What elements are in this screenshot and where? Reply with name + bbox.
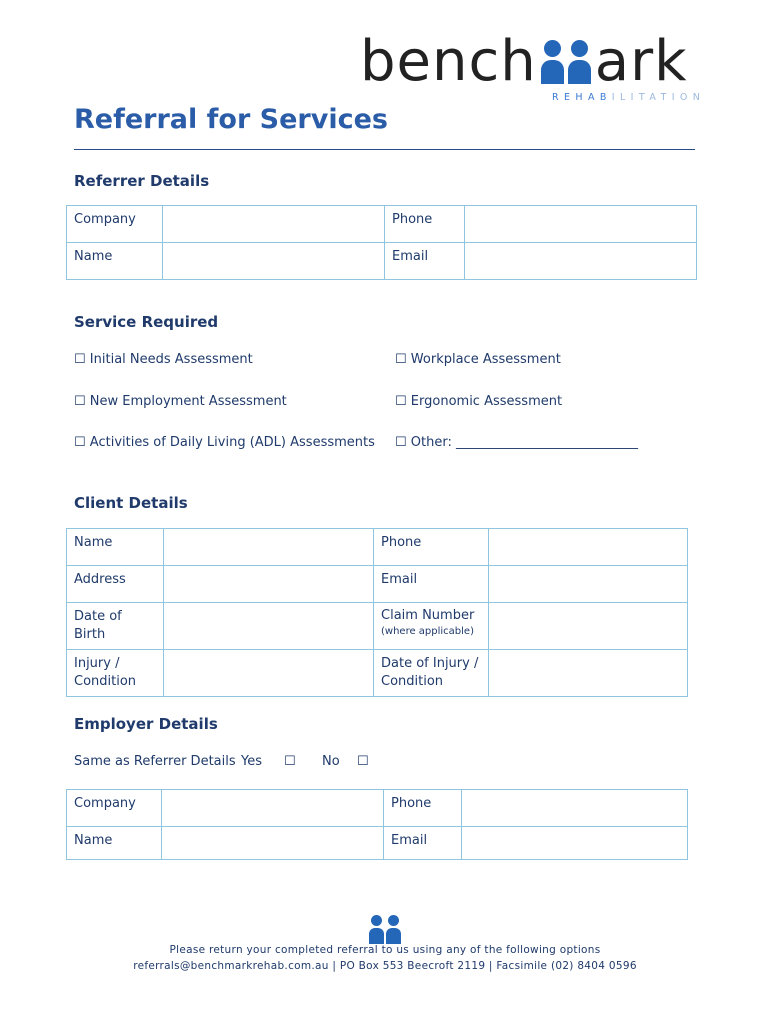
- option-adl[interactable]: [74, 435, 375, 450]
- logo-subtitle-rest: ILITATION: [611, 92, 706, 103]
- employer-details-table: [66, 789, 688, 860]
- client-details-table: [66, 528, 688, 697]
- claim-note-text: (where applicable): [381, 626, 474, 637]
- checkbox-icon[interactable]: ☐: [395, 352, 407, 367]
- employer-phone-field[interactable]: [462, 790, 688, 827]
- option-new-employment[interactable]: [74, 394, 287, 409]
- client-phone-label: Phone: [374, 529, 489, 566]
- referrer-email-label: Email: [385, 243, 465, 280]
- option-label: Activities of Daily Living (ADL) Assessments: [89, 435, 375, 450]
- yes-checkbox-icon[interactable]: [284, 754, 296, 769]
- employer-details-heading: Employer Details: [74, 715, 218, 733]
- client-doi-field[interactable]: [489, 650, 688, 697]
- logo-subtitle-highlight: REHAB: [552, 92, 612, 103]
- client-claim-label: [374, 603, 489, 650]
- same-yes-option[interactable]: [241, 754, 262, 769]
- yes-label: Yes: [241, 754, 262, 769]
- checkbox-icon[interactable]: ☐: [74, 352, 86, 367]
- option-ergonomic[interactable]: [395, 394, 562, 409]
- referrer-details-table: [66, 205, 697, 280]
- checkbox-icon[interactable]: ☐: [284, 754, 296, 769]
- option-label: Ergonomic Assessment: [410, 394, 563, 409]
- same-as-referrer-label: Same as Referrer Details: [74, 754, 236, 769]
- checkbox-icon[interactable]: ☐: [357, 754, 369, 769]
- logo-subtitle: [552, 92, 705, 103]
- two-people-icon: [537, 36, 595, 84]
- checkbox-icon[interactable]: ☐: [395, 435, 407, 450]
- option-label: New Employment Assessment: [89, 394, 287, 409]
- employer-name-label: Name: [67, 827, 162, 860]
- checkbox-icon[interactable]: ☐: [74, 394, 86, 409]
- referrer-company-label: Company: [67, 206, 163, 243]
- no-label: No: [322, 754, 340, 769]
- option-label: Workplace Assessment: [410, 352, 561, 367]
- injury-label-line2: Condition: [74, 674, 137, 689]
- brand-logo: [360, 29, 688, 94]
- footer-instructions: Please return your completed referral to us using any of the following options: [169, 944, 601, 956]
- option-label: Initial Needs Assessment: [89, 352, 253, 367]
- referrer-name-field[interactable]: [163, 243, 385, 280]
- referrer-email-field[interactable]: [465, 243, 697, 280]
- same-no-option[interactable]: [322, 754, 340, 769]
- employer-company-field[interactable]: [162, 790, 384, 827]
- checkbox-icon[interactable]: ☐: [395, 394, 407, 409]
- referrer-phone-field[interactable]: [465, 206, 697, 243]
- option-other[interactable]: [395, 435, 638, 450]
- client-email-label: Email: [374, 566, 489, 603]
- client-address-label: Address: [67, 566, 164, 603]
- client-injury-label: [67, 650, 164, 697]
- title-divider: [74, 149, 695, 150]
- footer-contact: referrals@benchmarkrehab.com.au | PO Box 553 Beecroft 2119 | Facsimile (02) 8404 0596: [133, 960, 637, 972]
- logo-text-end: ark: [594, 29, 688, 94]
- injury-label-line1: Injury /: [74, 656, 120, 671]
- claim-number-text: Claim Number: [381, 608, 475, 623]
- client-phone-field[interactable]: [489, 529, 688, 566]
- client-name-field[interactable]: [164, 529, 374, 566]
- doi-label-line1: Date of Injury /: [381, 656, 479, 671]
- referrer-details-heading: Referrer Details: [74, 172, 210, 190]
- doi-label-line2: Condition: [381, 674, 444, 689]
- service-required-heading: Service Required: [74, 313, 219, 331]
- footer-people-icon: [368, 914, 404, 944]
- client-email-field[interactable]: [489, 566, 688, 603]
- employer-email-field[interactable]: [462, 827, 688, 860]
- client-dob-field[interactable]: [164, 603, 374, 650]
- client-details-heading: Client Details: [74, 494, 188, 512]
- checkbox-icon[interactable]: ☐: [74, 435, 86, 450]
- referrer-name-label: Name: [67, 243, 163, 280]
- client-injury-field[interactable]: [164, 650, 374, 697]
- page-title: Referral for Services: [74, 104, 388, 135]
- client-dob-label: Date of Birth: [67, 603, 164, 650]
- option-initial-needs[interactable]: [74, 352, 253, 367]
- referrer-company-field[interactable]: [163, 206, 385, 243]
- client-claim-field[interactable]: [489, 603, 688, 650]
- employer-company-label: Company: [67, 790, 162, 827]
- employer-phone-label: Phone: [384, 790, 462, 827]
- employer-name-field[interactable]: [162, 827, 384, 860]
- logo-text-start: bench: [360, 29, 537, 94]
- client-doi-label: [374, 650, 489, 697]
- no-checkbox-icon[interactable]: [357, 754, 369, 769]
- client-address-field[interactable]: [164, 566, 374, 603]
- option-workplace[interactable]: [395, 352, 561, 367]
- client-name-label: Name: [67, 529, 164, 566]
- employer-email-label: Email: [384, 827, 462, 860]
- referrer-phone-label: Phone: [385, 206, 465, 243]
- option-label: Other: ____________________________: [410, 435, 638, 450]
